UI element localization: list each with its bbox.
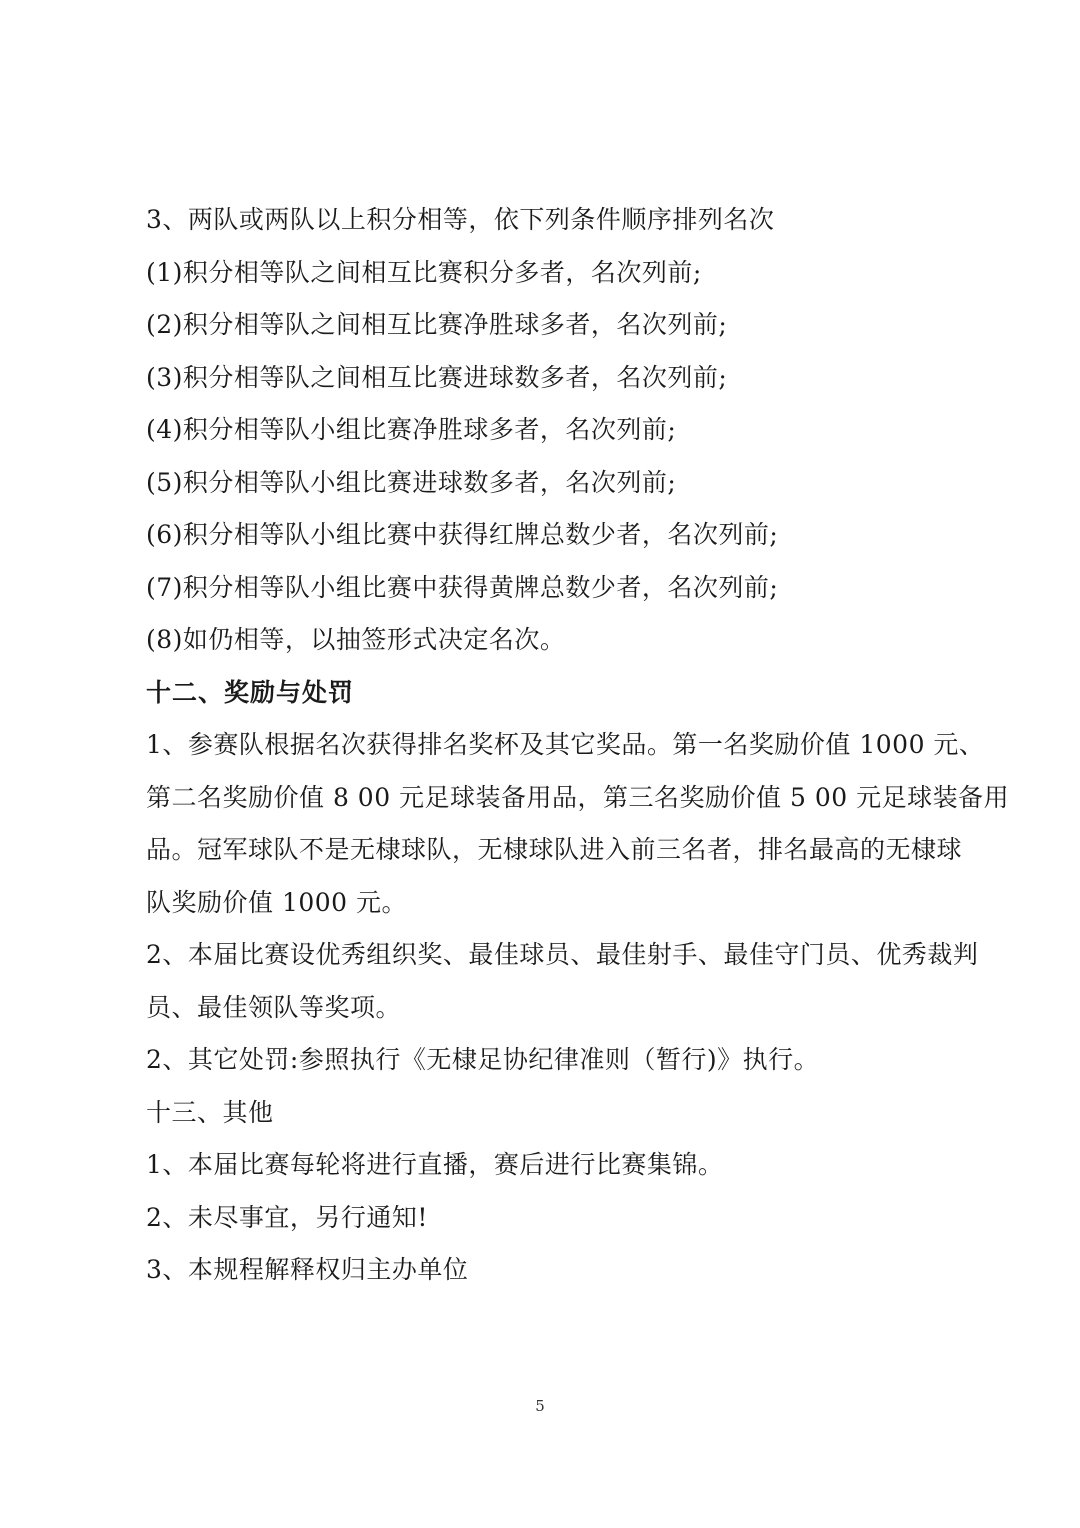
honors-paragraph-line-2: 员、最佳领队等奖项。 bbox=[146, 992, 402, 1022]
awards-paragraph-line-3: 品。冠军球队不是无棣球队，无棣球队进入前三名者，排名最高的无棣球 bbox=[146, 835, 963, 864]
tiebreak-rule-5: (5)积分相等队小组比赛进球数多者，名次列前; bbox=[146, 467, 677, 497]
penalty-paragraph: 2、其它处罚:参照执行《无棣足协纪律准则（暂行)》执行。 bbox=[146, 1045, 820, 1074]
page-number: 5 bbox=[535, 1397, 545, 1415]
tiebreak-intro: 3、两队或两队以上积分相等，依下列条件顺序排列名次 bbox=[146, 205, 775, 234]
section-12-heading: 十二、奖励与处罚 bbox=[146, 677, 355, 707]
awards-paragraph-line-1: 1、参赛队根据名次获得排名奖杯及其它奖品。第一名奖励价值 1000 元、 bbox=[146, 730, 985, 759]
awards-paragraph-line-4: 队奖励价值 1000 元。 bbox=[146, 887, 408, 917]
tiebreak-rule-2: (2)积分相等队之间相互比赛净胜球多者，名次列前; bbox=[146, 310, 728, 339]
awards-paragraph-line-2: 第二名奖励价值 8 00 元足球装备用品，第三名奖励价值 5 00 元足球装备用 bbox=[146, 782, 1010, 812]
section-13-heading: 十三、其他 bbox=[146, 1097, 274, 1127]
other-item-2: 2、未尽事宜，另行通知! bbox=[146, 1202, 428, 1232]
tiebreak-rule-6: (6)积分相等队小组比赛中获得红牌总数少者，名次列前; bbox=[146, 520, 779, 549]
tiebreak-rule-7: (7)积分相等队小组比赛中获得黄牌总数少者，名次列前; bbox=[146, 572, 779, 602]
honors-paragraph-line-1: 2、本届比赛设优秀组织奖、最佳球员、最佳射手、最佳守门员、优秀裁判 bbox=[146, 940, 979, 969]
tiebreak-rule-1: (1)积分相等队之间相互比赛积分多者，名次列前; bbox=[146, 257, 702, 287]
tiebreak-rule-3: (3)积分相等队之间相互比赛进球数多者，名次列前; bbox=[146, 362, 728, 392]
page-body bbox=[146, 194, 1010, 1297]
other-item-1: 1、本届比赛每轮将进行直播，赛后进行比赛集锦。 bbox=[146, 1150, 724, 1179]
tiebreak-rule-8: (8)如仍相等，以抽签形式决定名次。 bbox=[146, 625, 566, 654]
other-item-3: 3、本规程解释权归主办单位 bbox=[146, 1255, 469, 1284]
tiebreak-rule-4: (4)积分相等队小组比赛净胜球多者，名次列前; bbox=[146, 415, 677, 444]
